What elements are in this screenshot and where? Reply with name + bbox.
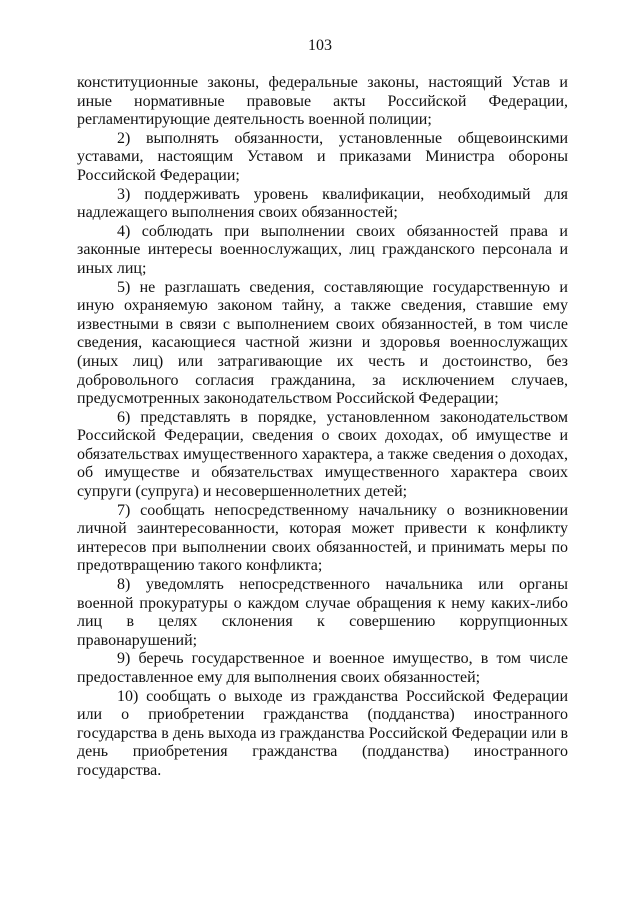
list-item-6: 6) представлять в порядке, установленном законодательством Российской Федерации, сведения о своих доходах, об имуществе и обязательствах имущественного характера, а также сведения о доходах, об имуществе и обязательствах имущественного характера своих супруги (супруга) и несовершеннолетних детей;	[77, 408, 568, 501]
list-item-4: 4) соблюдать при выполнении своих обязанностей права и законные интересы военнослужащих, лиц гражданского персонала и иных лиц;	[77, 222, 568, 277]
list-item-5: 5) не разглашать сведения, составляющие государственную и иную охраняемую законом тайну, а также сведения, ставшие ему известными в связи с выполнением своих обязанностей, в том числе сведения, касающиеся частной жизни и здоровья военнослужащих (иных лиц) или затрагивающие их честь и достоинство, без добровольного согласия гражданина, за исключением случаев, предусмотренных законодательством Российской Федерации;	[77, 278, 568, 408]
list-item-8: 8) уведомлять непосредственного начальника или органы военной прокуратуры о каждом случае обращения к нему каких-либо лиц в целях склонения к совершению коррупционных правонарушений;	[77, 576, 568, 649]
list-item-10: 10) сообщать о выходе из гражданства Российской Федерации или о приобретении гражданства (подданства) иностранного государства в день выхода из гражданства Российской Федерации или в день приобретения гражданства (подданства) иностранного государства.	[77, 687, 568, 779]
page-number: 103	[308, 37, 332, 54]
list-item-9: 9) беречь государственное и военное имущество, в том числе предоставленное ему для выполнения своих обязанностей;	[77, 650, 568, 686]
paragraph-continuation: конституционные законы, федеральные законы, настоящий Устав и иные нормативные правовые акты Российской Федерации, регламентирующие деятельность военной полиции;	[77, 74, 568, 129]
list-item-2: 2) выполнять обязанности, установленные общевоинскими уставами, настоящим Уставом и приказами Министра обороны Российской Федерации;	[77, 129, 568, 184]
document-body	[77, 74, 568, 781]
list-item-3: 3) поддерживать уровень квалификации, необходимый для надлежащего выполнения своих обязанностей;	[77, 185, 568, 222]
list-item-7: 7) сообщать непосредственному начальнику о возникновении личной заинтересованности, которая может привести к конфликту интересов при выполнении своих обязанностей, и принимать меры по предотвращению такого конфликта;	[77, 501, 568, 575]
